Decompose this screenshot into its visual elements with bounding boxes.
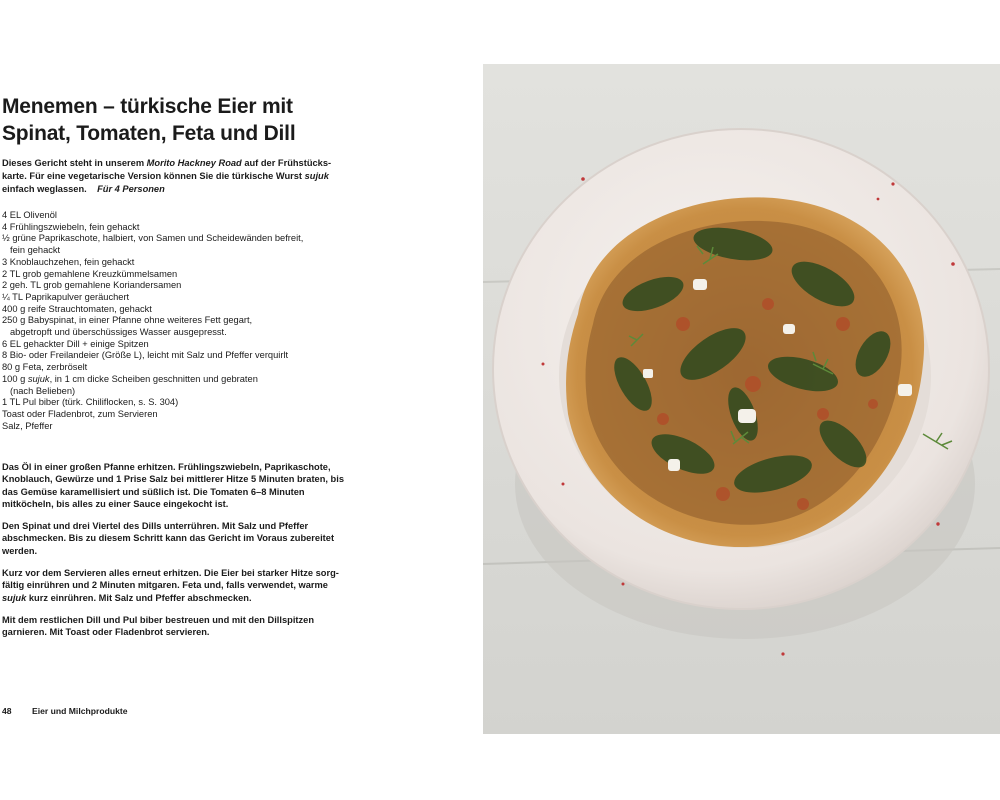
ingredient-sujuk-name: sujuk: [27, 373, 50, 384]
intro-text-1: Dieses Gericht steht in unserem: [2, 158, 147, 168]
title-line-2: Spinat, Tomaten, Feta und Dill: [2, 122, 296, 145]
page-number: 48: [2, 706, 12, 716]
ingredient-item: fein gehackt: [10, 245, 61, 256]
ingredient-item: Toast oder Fladenbrot, zum Servieren: [2, 408, 158, 419]
method-step-3: [2, 567, 352, 604]
page-footer: [2, 706, 128, 716]
ingredient-item: 250 g Babyspinat, in einer Pfanne ohne weiteres Fett gegart,: [2, 315, 253, 326]
ingredient-item: 6 EL gehackter Dill + einige Spitzen: [2, 338, 149, 349]
ingredient-item: 8 Bio- oder Freilandeier (Größe L), leicht mit Salz und Pfeffer verquirlt: [2, 350, 289, 361]
ingredient-item: 400 g reife Strauchtomaten, gehackt: [2, 303, 152, 314]
menemen-plate-illustration: [483, 64, 1000, 734]
intro-text-3: einfach weglassen.: [2, 184, 87, 194]
title-line-1: Menemen – türkische Eier mit: [2, 95, 293, 118]
ingredient-list: [2, 210, 362, 432]
ingredient-item: 3 Knoblauchzehen, fein gehackt: [2, 256, 135, 267]
ingredient-sujuk-desc: , in 1 cm dicke Scheiben geschnitten und gebraten: [49, 373, 258, 384]
dish-photo: [483, 64, 1000, 734]
ingredient-item: 4 Frühlingszwiebeln, fein gehackt: [2, 221, 140, 232]
ingredient-item: Salz, Pfeffer: [2, 420, 53, 431]
chapter-name: Eier und Milchprodukte: [32, 706, 128, 716]
recipe-page: [0, 0, 483, 800]
step-3-text-2: kurz einrühren. Mit Salz und Pfeffer abschmecken.: [26, 592, 252, 603]
ingredient-item: ¼ TL Paprikapulver geräuchert: [2, 291, 130, 302]
ingredient-item: abgetropft und überschüssiges Wasser ausgepresst.: [10, 327, 227, 338]
method-steps: [2, 461, 352, 649]
intro-restaurant: Morito Hackney Road: [146, 158, 242, 168]
ingredient-sujuk-qty: 100 g: [2, 373, 28, 384]
method-step-1: Das Öl in einer großen Pfanne erhitzen. Frühlingszwiebeln, Paprikaschote, Knoblauch, Gewürze und 1 Prise Salz bei mittlerer Hitze 5 Minuten braten, bis das Gemüse karamellisiert und süßlich ist. Die Tomaten 6–8 Minuten mitköcheln, bis alles zu einer Sauce eingekocht ist.: [2, 462, 344, 509]
method-step-4: Mit dem restlichen Dill und Pul biber bestreuen und mit den Dillspitzen garnieren. Mit Toast oder Fladenbrot servieren.: [2, 614, 314, 638]
servings: Für 4 Personen: [97, 184, 165, 194]
ingredient-item: ½ grüne Paprikaschote, halbiert, von Samen und Scheidewänden befreit,: [2, 233, 304, 244]
step-3-sujuk: sujuk: [2, 592, 27, 603]
method-step-2: Den Spinat und drei Viertel des Dills unterrühren. Mit Salz und Pfeffer abschmecken. Bis zu diesem Schritt kann das Gericht im Voraus zubereitet werden.: [2, 521, 335, 556]
ingredient-item: 1 TL Pul biber (türk. Chiliflocken, s. S. 304): [2, 397, 179, 408]
intro-text-2: auf der Frühstücks-karte. Für eine vegetarische Version können Sie die türkische Wurst: [2, 158, 332, 181]
intro-sausage: sujuk: [304, 171, 329, 181]
ingredient-item: 80 g Feta, zerbröselt: [2, 362, 88, 373]
ingredient-item: [2, 374, 362, 386]
ingredient-item: 4 EL Olivenöl: [2, 210, 57, 220]
step-3-text-1: Kurz vor dem Servieren alles erneut erhitzen. Die Eier bei starker Hitze sorg-fältig einrühren und 2 Minuten mitgaren. Feta und, falls verwendet, warme: [2, 568, 339, 591]
ingredient-item: 2 geh. TL grob gemahlene Koriandersamen: [2, 280, 182, 291]
recipe-intro: [2, 157, 342, 196]
recipe-title: [2, 93, 442, 147]
ingredient-item: (nach Belieben): [10, 385, 76, 396]
ingredient-item: 2 TL grob gemahlene Kreuzkümmelsamen: [2, 268, 178, 279]
